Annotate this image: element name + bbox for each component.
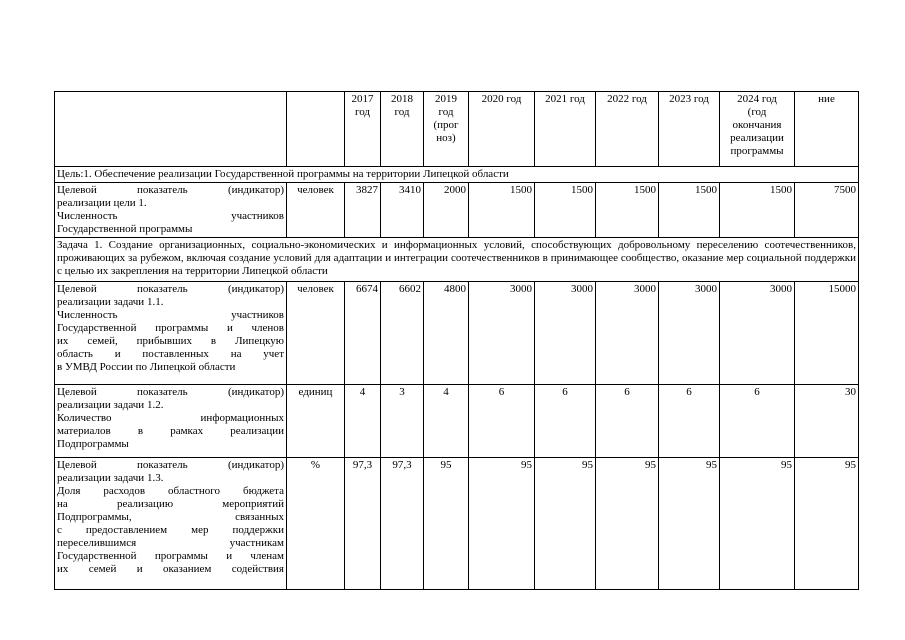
- header-year-2018: [381, 92, 424, 167]
- desc-line: переселившимся участникам: [57, 537, 284, 549]
- indicator-description: [55, 183, 287, 238]
- header-text: (прог: [433, 119, 459, 131]
- header-text: 2022 год: [607, 93, 647, 105]
- desc-line: Численность участников: [57, 309, 284, 321]
- desc-line: в УМВД России по Липецкой области: [57, 361, 236, 373]
- task-row: [55, 238, 859, 282]
- desc-line: Государственной программы: [57, 223, 193, 235]
- value-cell: 3827: [345, 183, 381, 238]
- header-text: (год: [747, 106, 767, 118]
- value-cell: 95: [535, 458, 596, 590]
- task-text: Задача 1. Создание организационных, социально-экономических и информационных условий, способствующих добровольному переселению соотечественников, проживающих за рубежом, включая создание условий для адаптации и интеграции соотечественников в принимающее сообщество, оказание мер социальной поддержки с целью их закрепления на территории Липецкой области: [55, 238, 859, 282]
- table-row: [55, 282, 859, 385]
- desc-line: Государственной программы и членов: [57, 322, 284, 334]
- value-cell: 97,3: [345, 458, 381, 590]
- header-text: окончания: [732, 119, 782, 131]
- header-year-2024: [720, 92, 795, 167]
- header-text: 2019: [435, 93, 457, 105]
- value-cell: 3000: [720, 282, 795, 385]
- value-cell: 3000: [659, 282, 720, 385]
- unit-cell: %: [287, 458, 345, 590]
- indicator-description: [55, 458, 287, 590]
- value-cell: 6: [535, 385, 596, 458]
- desc-line: реализации задачи 1.2.: [57, 399, 164, 411]
- header-row: [55, 92, 859, 167]
- value-cell: 1500: [596, 183, 659, 238]
- desc-line: Численность участников: [57, 210, 284, 222]
- header-text: 2020 год: [481, 93, 522, 105]
- value-cell: 6: [469, 385, 535, 458]
- value-cell: 95: [795, 458, 859, 590]
- header-text: год: [354, 106, 371, 118]
- desc-line: область и поставленных на учет: [57, 348, 284, 360]
- desc-line: материалов в рамках реализации: [57, 425, 284, 437]
- desc-line: их семей, прибывших в Липецкую: [57, 335, 284, 347]
- desc-line: реализации задачи 1.3.: [57, 472, 164, 484]
- desc-line: с предоставлением мер поддержки: [57, 524, 284, 536]
- header-text: ние: [818, 93, 835, 105]
- unit-cell: человек: [287, 282, 345, 385]
- header-text: 2023 год: [669, 93, 709, 105]
- value-cell: 4: [424, 385, 469, 458]
- value-cell: 2000: [424, 183, 469, 238]
- value-cell: 30: [795, 385, 859, 458]
- value-cell: 95: [424, 458, 469, 590]
- value-cell: 15000: [795, 282, 859, 385]
- header-text: 2021 год: [545, 93, 585, 105]
- unit-cell: человек: [287, 183, 345, 238]
- header-text: 2017: [351, 93, 374, 105]
- table-row: [55, 183, 859, 238]
- header-text: год: [394, 106, 410, 118]
- desc-line: на реализацию мероприятий: [57, 498, 284, 510]
- header-year-2023: [659, 92, 720, 167]
- header-text: 2018: [391, 93, 413, 105]
- indicator-description: [55, 385, 287, 458]
- indicator-description: [55, 282, 287, 385]
- header-year-2021: [535, 92, 596, 167]
- desc-line: Подпрограммы, связанных: [57, 511, 284, 523]
- value-cell: 95: [596, 458, 659, 590]
- desc-line: Целевой показатель (индикатор): [57, 459, 284, 471]
- value-cell: 1500: [659, 183, 720, 238]
- value-cell: 6: [659, 385, 720, 458]
- indicators-table: [54, 91, 859, 590]
- desc-line: Подпрограммы: [57, 438, 129, 450]
- desc-line: Государственной программы и членам: [57, 550, 284, 562]
- goal-row: [55, 167, 859, 183]
- value-cell: 1500: [535, 183, 596, 238]
- value-cell: 1500: [469, 183, 535, 238]
- value-cell: 1500: [720, 183, 795, 238]
- value-cell: 3000: [535, 282, 596, 385]
- desc-line: Количество информационных: [57, 412, 284, 424]
- value-cell: 3410: [381, 183, 424, 238]
- header-year-2019: [424, 92, 469, 167]
- desc-line: Целевой показатель (индикатор): [57, 184, 284, 196]
- value-cell: 6674: [345, 282, 381, 385]
- value-cell: 4800: [424, 282, 469, 385]
- desc-line: их семей и оказанием содействия: [57, 563, 284, 575]
- desc-line: Целевой показатель (индикатор): [57, 386, 284, 398]
- header-year-2022: [596, 92, 659, 167]
- desc-line: Доля расходов областного бюджета: [57, 485, 284, 497]
- header-text: год: [438, 106, 454, 118]
- header-text: реализации: [730, 132, 784, 144]
- header-total: [795, 92, 859, 167]
- value-cell: 97,3: [381, 458, 424, 590]
- value-cell: 6: [596, 385, 659, 458]
- table-row: [55, 458, 859, 590]
- header-text: программы: [730, 145, 784, 157]
- value-cell: 6602: [381, 282, 424, 385]
- value-cell: 95: [659, 458, 720, 590]
- value-cell: 3: [381, 385, 424, 458]
- value-cell: 7500: [795, 183, 859, 238]
- header-desc-cell: [55, 92, 287, 167]
- header-text: 2024 год: [737, 93, 777, 105]
- table-row: [55, 385, 859, 458]
- value-cell: 3000: [596, 282, 659, 385]
- value-cell: 95: [720, 458, 795, 590]
- value-cell: 6: [720, 385, 795, 458]
- header-text: ноз): [436, 132, 456, 144]
- value-cell: 4: [345, 385, 381, 458]
- desc-line: реализации цели 1.: [57, 197, 147, 209]
- header-unit-cell: [287, 92, 345, 167]
- header-year-2020: [469, 92, 535, 167]
- desc-line: Целевой показатель (индикатор): [57, 283, 284, 295]
- goal-text: Цель:1. Обеспечение реализации Государственной программы на территории Липецкой области: [55, 167, 859, 183]
- value-cell: 3000: [469, 282, 535, 385]
- unit-cell: единиц: [287, 385, 345, 458]
- value-cell: 95: [469, 458, 535, 590]
- header-year-2017: [345, 92, 381, 167]
- desc-line: реализации задачи 1.1.: [57, 296, 164, 308]
